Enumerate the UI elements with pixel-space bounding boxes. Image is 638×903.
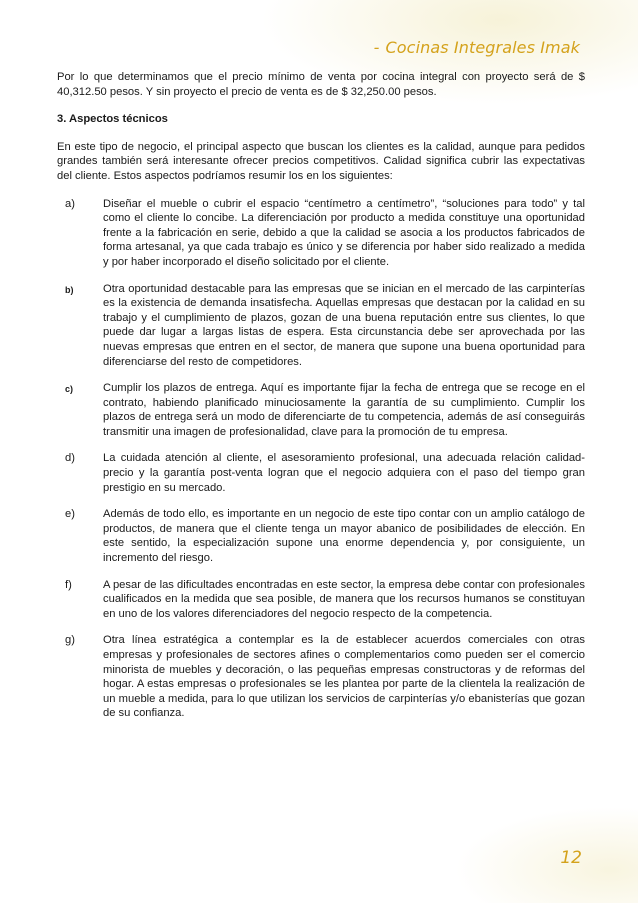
- list-marker: b): [65, 284, 74, 295]
- list-marker: a): [65, 197, 75, 210]
- list-marker: g): [65, 634, 75, 647]
- list-item: [65, 633, 585, 721]
- header-title: Cocinas Integrales Imak: [385, 38, 580, 57]
- intro-paragraph: Por lo que determinamos que el precio mínimo de venta por cocina integral con proyecto será de $ 40,312.50 pesos. Y sin proyecto el precio de venta es de $ 32,250.00 pesos.: [57, 71, 585, 98]
- list-item-text: Otra oportunidad destacable para las empresas que se inician en el mercado de las carpinterías es la existencia de demanda insatisfecha. Aquellas empresas que destacan por la calidad en su trabajo y el cumplimiento de plazos, gozan de una buena reputación entre sus clientes, lo que puede dar lugar a largas listas de espera. Esta circunstancia debe ser aprovechada por las nuevas empresas que entren en el sector, de manera que supone una buena oportunidad para diferenciarse del resto de competidores.: [103, 282, 585, 368]
- header-dash: -: [373, 38, 380, 57]
- aspects-list: [57, 197, 585, 721]
- list-item-text: A pesar de las dificultades encontradas en este sector, la empresa debe contar con profesionales cualificados en la medida que sea posible, de manera que los recursos humanos se constituyan en uno de los valores diferenciadores del negocio respecto de la competencia.: [103, 578, 585, 620]
- list-item-text: Además de todo ello, es importante en un negocio de este tipo contar con un amplio catálogo de productos, de manera que el cliente tenga un mayor abanico de posibilidades de elección. En este sentido, la especialización supone una enorme dependencia y, por consiguiente, un incremento del riesgo.: [103, 508, 585, 565]
- list-marker: d): [65, 452, 75, 465]
- list-item-text: Cumplir los plazos de entrega. Aquí es importante fijar la fecha de entrega que se recoge en el contrato, habiendo planificado minuciosamente la garantía de su cumplimiento. Cumplir los plazos de entrega será un modo de diferenciarte de tu competencia, además de así conseguirás transmitir una imagen de profesionalidad, clave para la promoción de tu empresa.: [103, 382, 585, 438]
- list-marker: f): [65, 578, 72, 591]
- page-number: 12: [560, 848, 582, 868]
- list-item: [65, 451, 585, 495]
- list-item: [65, 282, 585, 370]
- list-item: [65, 197, 585, 270]
- list-item-text: La cuidada atención al cliente, el asesoramiento profesional, una adecuada relación calidad-precio y la garantía post-venta logran que el negocio adquiera con el paso del tiempo gran prestigio en su mercado.: [103, 452, 585, 494]
- list-item-text: Diseñar el mueble o cubrir el espacio “centímetro a centímetro”, “soluciones para todo” y tal como el cliente lo concibe. La diferenciación por producto a medida constituye una oportunidad frente a la fabricación en serie, debido a que la calidad se asocia a los productos fabricados de forma artesanal, ya que cada trabajo es único y se diferencia por haber sido realizado a medida y por haber incorporado el diseño solicitado por el cliente.: [103, 197, 585, 268]
- list-item: [65, 578, 585, 622]
- document-header: [374, 38, 580, 57]
- list-item-text: Otra línea estratégica a contemplar es la de establecer acuerdos comerciales con otras empresas y profesionales de sectores afines o complementarios como pueden ser el comercio minorista de muebles y decoración, o las pequeñas empresas constructoras y de reformas del hogar. A estas empresas o profesionales se les plantea por parte de la clientela la realización de un mueble a medida, para lo que utilizan los servicios de carpinterías y/o ebanisterías que gozan de su confianza.: [103, 634, 585, 720]
- section-paragraph: En este tipo de negocio, el principal aspecto que buscan los clientes es la calidad, aunque para pedidos grandes también será interesante ofrecer precios competitivos. Calidad significa cubrir las expectativas del cliente. Estos aspectos podríamos resumir los en los siguientes:: [57, 140, 585, 182]
- document-body: [57, 70, 585, 733]
- list-item: [65, 381, 585, 439]
- list-item: [65, 507, 585, 565]
- section-title: 3. Aspectos técnicos: [57, 113, 168, 126]
- list-marker: e): [65, 508, 75, 521]
- list-marker: c): [65, 384, 74, 395]
